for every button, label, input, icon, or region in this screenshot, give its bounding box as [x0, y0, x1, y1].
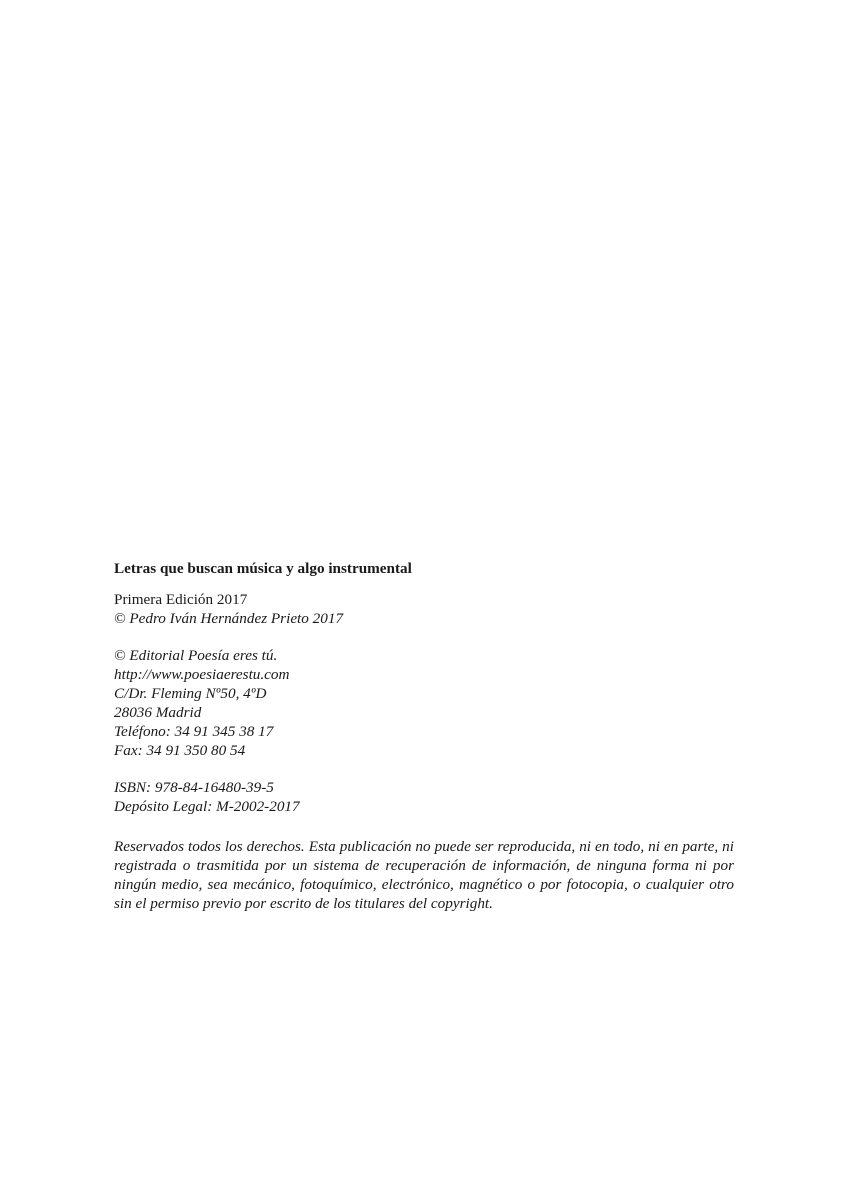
publisher-website: http://www.poesiaerestu.com — [114, 666, 290, 683]
edition-block — [114, 590, 734, 628]
publisher-block — [114, 646, 734, 760]
copyright-page — [114, 559, 734, 913]
publisher-name: © Editorial Poesía eres tú. — [114, 647, 278, 664]
publisher-address: C/Dr. Fleming Nº50, 4ºD — [114, 685, 267, 702]
isbn: ISBN: 978-84-16480-39-5 — [114, 779, 274, 796]
book-title: Letras que buscan música y algo instrumental — [114, 560, 412, 577]
publisher-fax: Fax: 34 91 350 80 54 — [114, 742, 246, 759]
edition-line: Primera Edición 2017 — [114, 591, 248, 608]
publisher-city: 28036 Madrid — [114, 704, 202, 721]
legal-block — [114, 778, 734, 816]
publisher-phone: Teléfono: 34 91 345 38 17 — [114, 723, 274, 740]
deposito-legal: Depósito Legal: M-2002-2017 — [114, 798, 300, 815]
rights-notice: Reservados todos los derechos. Esta publicación no puede ser reproducida, ni en todo, ni en parte, ni registrada o trasmitida por un sistema de recuperación de información, de ninguna forma ni por ningún medio, sea mecánico, fotoquímico, electrónico, magnético o por fotocopia, o cualquier otro sin el permiso previo por escrito de los titulares del copyright. — [114, 838, 734, 912]
author-copyright: © Pedro Iván Hernández Prieto 2017 — [114, 610, 344, 627]
